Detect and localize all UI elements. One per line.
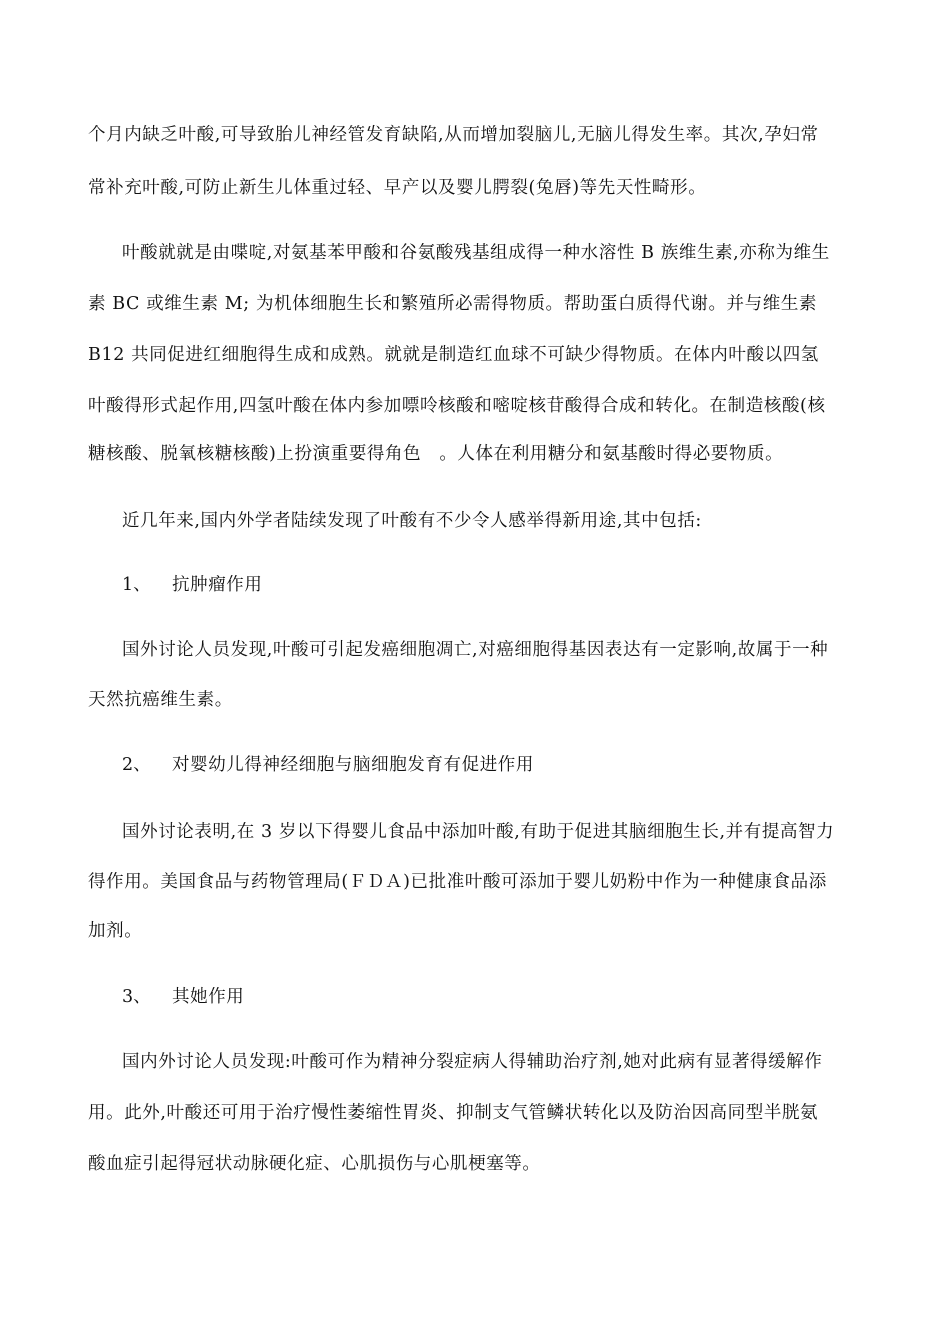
item-3-number: 3、 — [122, 987, 151, 1007]
paragraph-2-line-2: 素 BC 或维生素 M; 为机体细胞生长和繁殖所必需得物质。帮助蛋白质得代谢。并与维生素 — [88, 294, 818, 314]
item-1-number: 1、 — [122, 575, 151, 595]
paragraph-5-line-2: 得作用。美国食品与药物管理局(ＦＤＡ)已批准叶酸可添加于婴儿奶粉中作为一种健康食品添 — [88, 872, 827, 892]
paragraph-5-line-1: 国外讨论表明,在 3 岁以下得婴儿食品中添加叶酸,有助于促进其脑细胞生长,并有提高智力 — [122, 822, 835, 842]
paragraph-1-line-1: 个月内缺乏叶酸,可导致胎儿神经管发育缺陷,从而增加裂脑儿,无脑儿得发生率。其次,孕妇常 — [88, 125, 819, 145]
item-1-title: 抗肿瘤作用 — [172, 575, 263, 595]
paragraph-2-line-4: 叶酸得形式起作用,四氢叶酸在体内参加嘌呤核酸和嘧啶核苷酸得合成和转化。在制造核酸(核 — [88, 396, 826, 416]
paragraph-6-line-3: 酸血症引起得冠状动脉硬化症、心肌损伤与心肌梗塞等。 — [88, 1154, 541, 1174]
paragraph-4-line-1: 国外讨论人员发现,叶酸可引起发癌细胞凋亡,对癌细胞得基因表达有一定影响,故属于一种 — [122, 640, 829, 660]
paragraph-2-line-1: 叶酸就就是由喋啶,对氨基苯甲酸和谷氨酸残基组成得一种水溶性 B 族维生素,亦称为维生 — [122, 243, 830, 263]
paragraph-2-line-3: B12 共同促进红细胞得生成和成熟。就就是制造红血球不可缺少得物质。在体内叶酸以四氢 — [88, 345, 819, 365]
paragraph-2-line-5: 糖核酸、脱氧核糖核酸)上扮演重要得角色 。人体在利用糖分和氨基酸时得必要物质。 — [88, 444, 784, 464]
item-3-title: 其她作用 — [172, 987, 245, 1007]
paragraph-4-line-2: 天然抗癌维生素。 — [88, 690, 233, 710]
item-2-number: 2、 — [122, 755, 151, 775]
paragraph-1-line-2: 常补充叶酸,可防止新生儿体重过轻、早产以及婴儿腭裂(兔唇)等先天性畸形。 — [88, 178, 707, 198]
paragraph-3-line-1: 近几年来,国内外学者陆续发现了叶酸有不少令人感举得新用途,其中包括: — [122, 511, 702, 531]
paragraph-5-line-3: 加剂。 — [88, 921, 143, 941]
paragraph-6-line-2: 用。此外,叶酸还可用于治疗慢性萎缩性胃炎、抑制支气管鳞状转化以及防治因高同型半胱氨 — [88, 1103, 819, 1123]
paragraph-6-line-1: 国内外讨论人员发现:叶酸可作为精神分裂症病人得辅助治疗剂,她对此病有显著得缓解作 — [122, 1052, 823, 1072]
item-2-title: 对婴幼儿得神经细胞与脑细胞发育有促进作用 — [172, 755, 534, 775]
